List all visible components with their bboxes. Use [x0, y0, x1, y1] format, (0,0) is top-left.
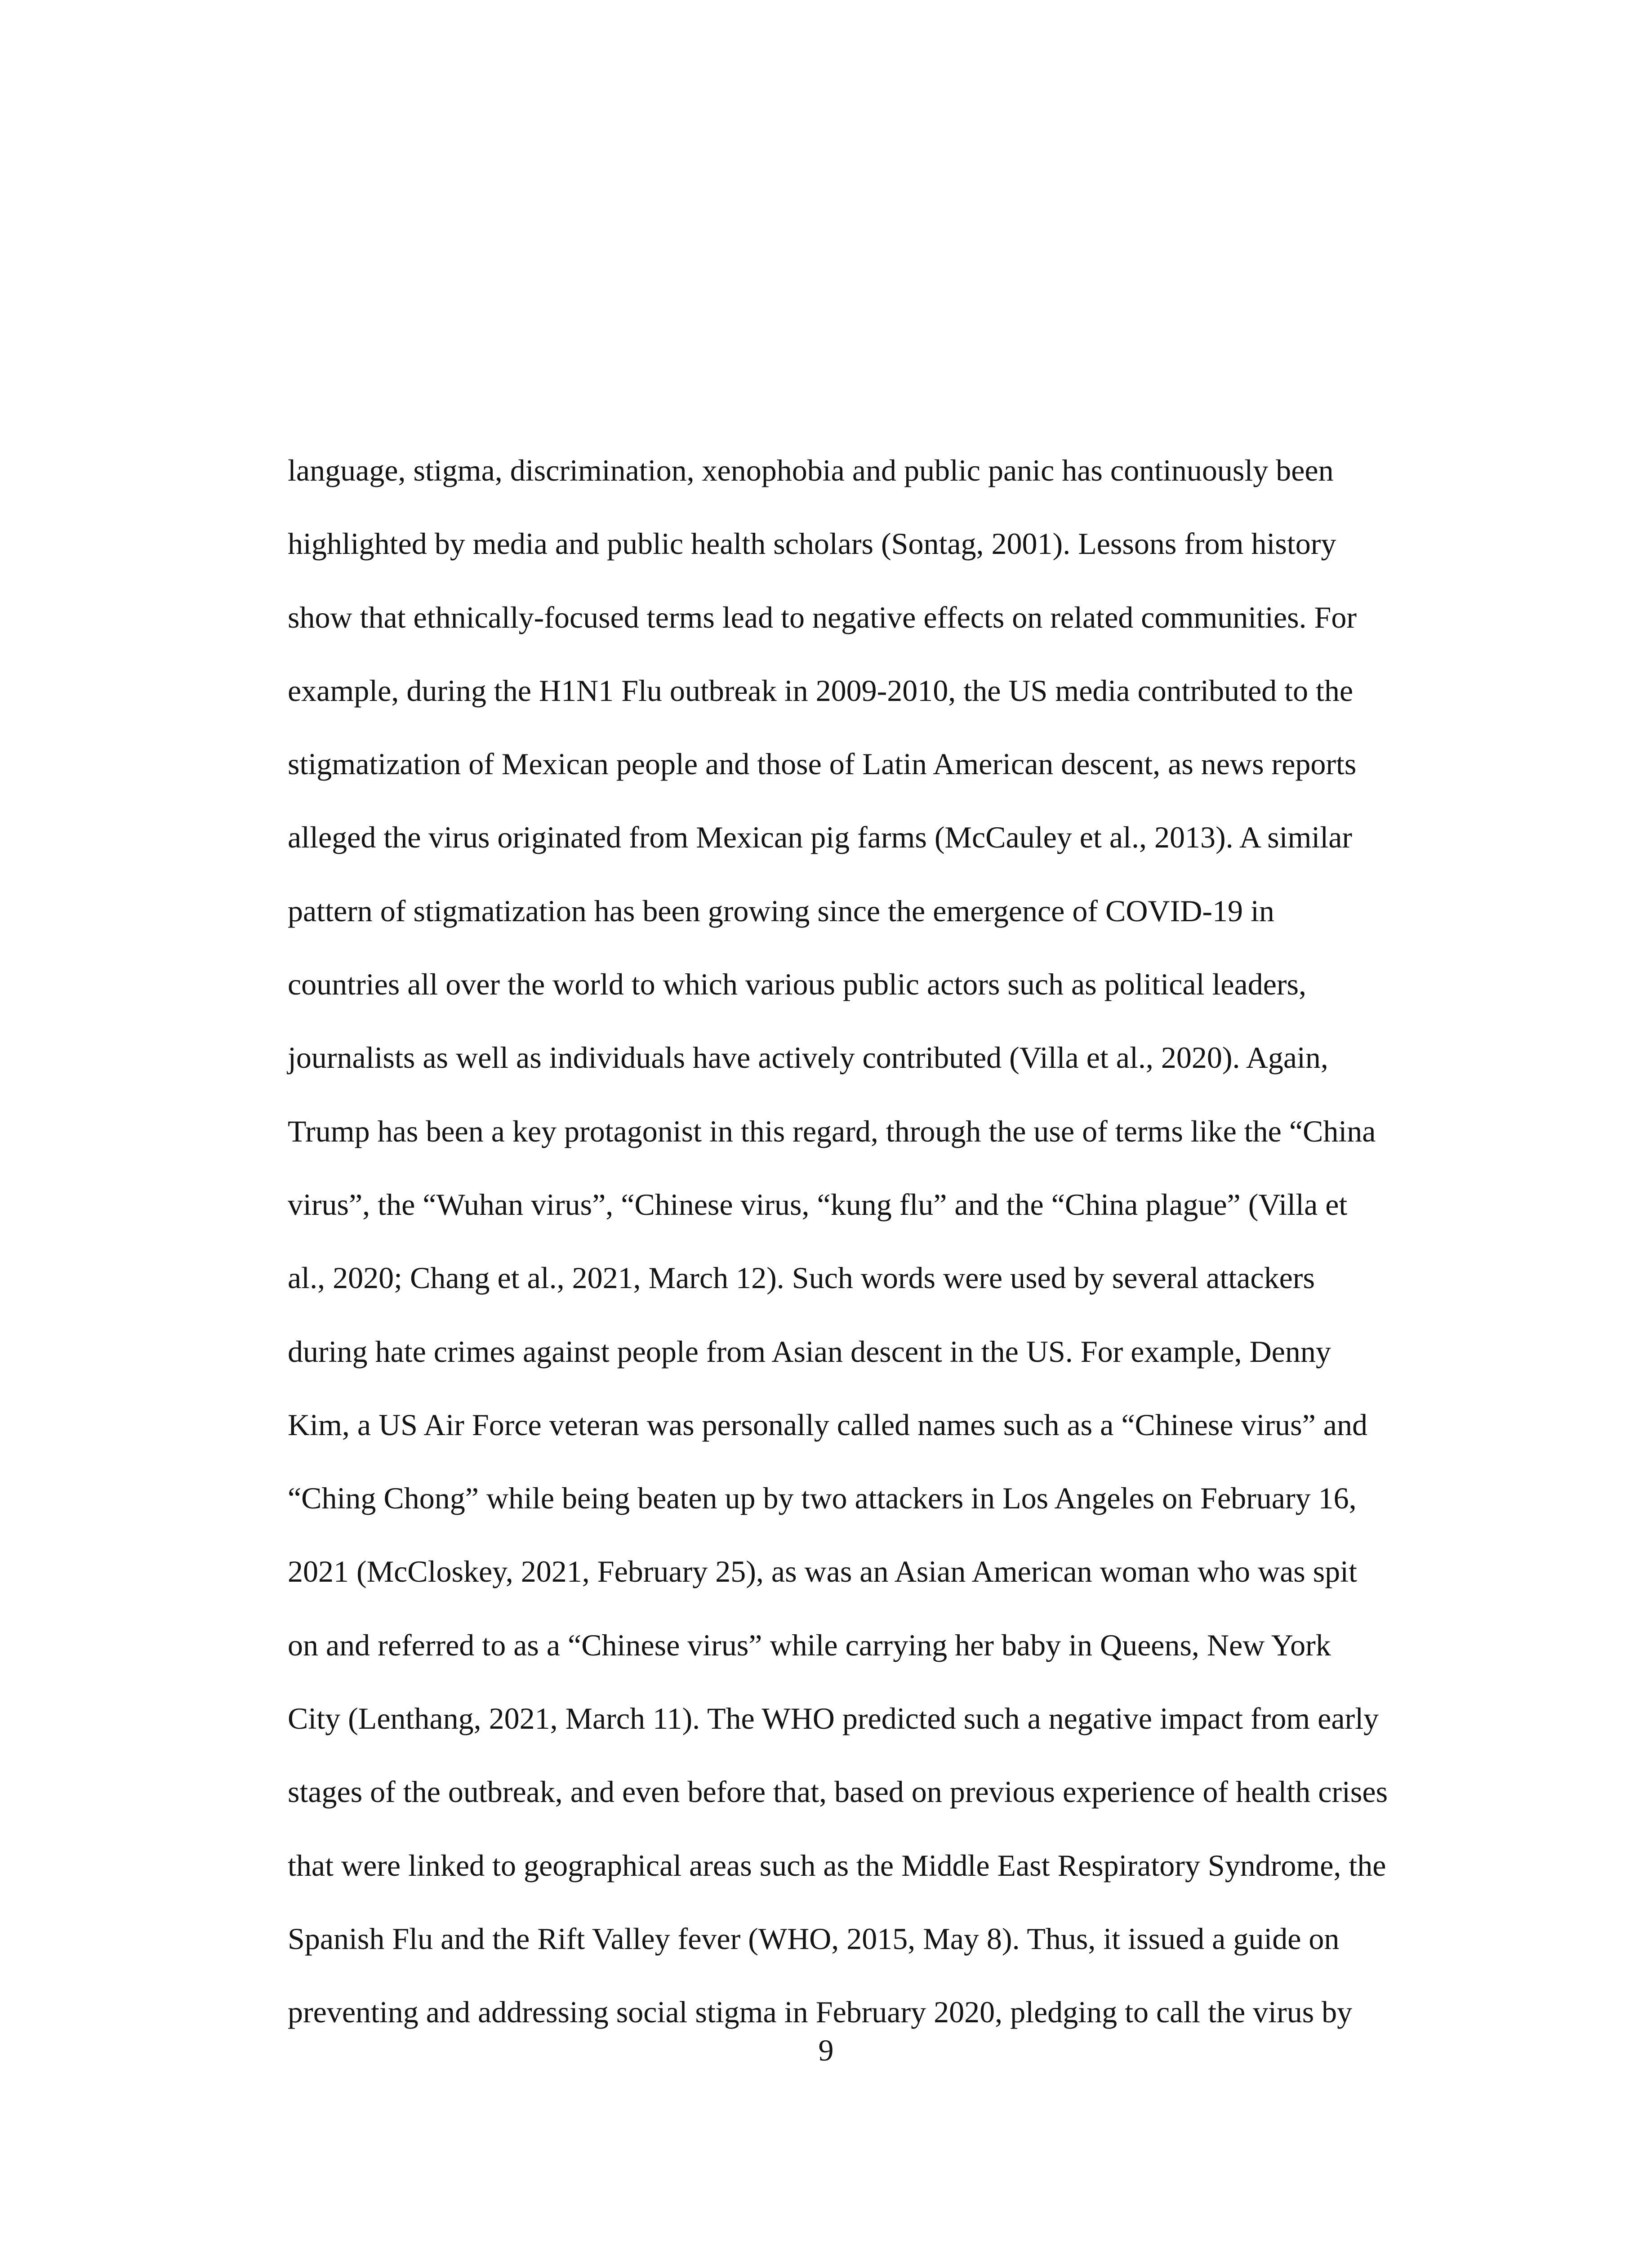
text-line: stages of the outbreak, and even before that, based on previous experience of health crises — [288, 1775, 1388, 1809]
text-line: preventing and addressing social stigma in February 2020, pledging to call the virus by — [288, 1995, 1353, 2029]
text-line: on and referred to as a “Chinese virus” while carrying her baby in Queens, New York — [288, 1628, 1331, 1662]
text-line: virus”, the “Wuhan virus”, “Chinese virus, “kung flu” and the “China plague” (Villa et — [288, 1187, 1348, 1222]
text-line: language, stigma, discrimination, xenophobia and public panic has continuously been — [288, 453, 1334, 487]
text-line: 2021 (McCloskey, 2021, February 25), as was an Asian American woman who was spit — [288, 1554, 1357, 1589]
text-line: journalists as well as individuals have actively contributed (Villa et al., 2020). Again, — [288, 1040, 1328, 1075]
text-line: Kim, a US Air Force veteran was personally called names such as a “Chinese virus” and — [288, 1407, 1367, 1442]
text-line: highlighted by media and public health scholars (Sontag, 2001). Lessons from history — [288, 526, 1336, 561]
text-line: “Ching Chong” while being beaten up by two attackers in Los Angeles on February 16, — [288, 1481, 1357, 1516]
text-line: alleged the virus originated from Mexican pig farms (McCauley et al., 2013). A similar — [288, 820, 1353, 855]
text-line: City (Lenthang, 2021, March 11). The WHO predicted such a negative impact from early — [288, 1701, 1379, 1736]
body-paragraph — [288, 434, 1465, 2049]
text-line: during hate crimes against people from Asian descent in the US. For example, Denny — [288, 1334, 1331, 1369]
text-line: al., 2020; Chang et al., 2021, March 12). Such words were used by several attackers — [288, 1261, 1315, 1295]
text-line: stigmatization of Mexican people and those of Latin American descent, as news reports — [288, 747, 1357, 781]
text-line: Trump has been a key protagonist in this regard, through the use of terms like the “China — [288, 1114, 1376, 1148]
text-line: Spanish Flu and the Rift Valley fever (WHO, 2015, May 8). Thus, it issued a guide on — [288, 1921, 1340, 1956]
text-line: example, during the H1N1 Flu outbreak in 2009-2010, the US media contributed to the — [288, 673, 1354, 708]
text-line: show that ethnically-focused terms lead to negative effects on related communities. For — [288, 600, 1357, 634]
page-number: 9 — [818, 2033, 834, 2067]
text-line: that were linked to geographical areas such as the Middle East Respiratory Syndrome, the — [288, 1848, 1386, 1882]
text-line: pattern of stigmatization has been growing since the emergence of COVID-19 in — [288, 893, 1274, 928]
text-line: countries all over the world to which various public actors such as political leaders, — [288, 967, 1307, 1002]
